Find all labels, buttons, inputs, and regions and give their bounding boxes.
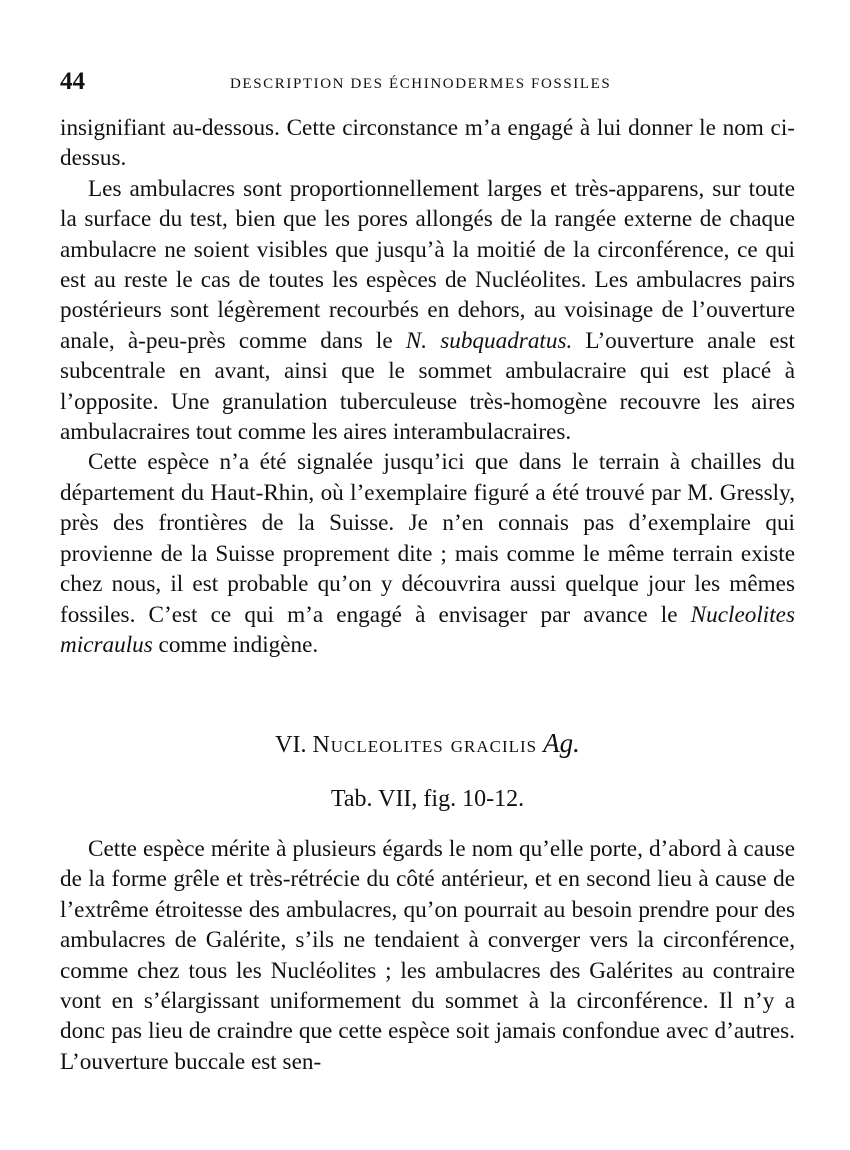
running-title: DESCRIPTION DES ÉCHINODERMES FOSSILES: [230, 76, 612, 92]
species-numeral: VI.: [275, 732, 307, 758]
species-heading: [60, 728, 795, 759]
text-block-lower: [60, 834, 795, 1077]
paragraph-distribution-text-2: comme indigène.: [152, 631, 319, 658]
text-block-upper: [60, 113, 795, 660]
species-author: Ag.: [543, 728, 580, 758]
species-ref-subquadratus: N. subquadratus.: [405, 327, 573, 354]
paragraph-ambulacres: [60, 174, 795, 448]
page-header: [60, 68, 795, 98]
paragraph-distribution: [60, 447, 795, 660]
paragraph-distribution-text-1: Cette espèce n’a été signalée jusqu’ici que dans le terrain à chailles du département du Haut-Rhin, où l’exemplaire figuré a été trouvé par M. Gressly, près des frontières de la Suisse. Je n’en connais pas d’exemplaire qui provienne de la Suisse proprement dite ; mais comme le même terrain existe chez nous, il est probable qu’on y découvrira aussi quelque jour les mêmes fossiles. C’est ce qui m’a engagé à envisager par avance le: [60, 449, 795, 628]
paragraph-continuation: insignifiant au-dessous. Cette circonstance m’a engagé à lui donner le nom ci-dessus.: [60, 115, 795, 172]
paragraph-gracilis: Cette espèce mérite à plusieurs égards le nom qu’elle porte, d’abord à cause de la forme grêle et très-rétrécie du côté antérieur, et en second lieu à cause de l’extrême étroitesse des ambulacres, qu’on pourrait au besoin prendre pour des ambulacres de Galérite, s’ils ne tendaient à converger vers la circonférence, comme chez tous les Nucléolites ; les ambulacres des Galérites au contraire vont en s’élargissant uniformement du sommet à la circonférence. Il n’y a donc pas lieu de craindre que cette espèce soit jamais confondue avec d’autres. L’ouverture buccale est sen-: [60, 836, 795, 1075]
species-ref-micraulus: Nucleolites micraulus: [60, 601, 795, 658]
page-number: 44: [60, 68, 85, 95]
species-name: Nucleolites gracilis: [312, 732, 538, 758]
paragraph-ambulacres-text-2: L’ouverture anale est subcentrale en avant, ainsi que le sommet ambulacraire qui est placé à l’opposite. Une granulation tuberculeuse très-homogène recouvre les aires ambulacraires tout comme les aires interambulacraires.: [60, 327, 795, 446]
plate-reference: Tab. VII, fig. 10-12.: [330, 786, 525, 812]
paragraph-ambulacres-text-1: Les ambulacres sont proportionnellement larges et très-apparens, sur toute la surface du test, bien que les pores allongés de la rangée externe de chaque ambulacre ne soient visibles que jusqu’à la moitié de la circonférence, ce qui est au reste le cas de toutes les espèces de Nucléolites. Les ambulacres pairs postérieurs sont légèrement recourbés en dehors, au voisinage de l’ouverture anale, à-peu-près comme dans le: [60, 175, 795, 354]
